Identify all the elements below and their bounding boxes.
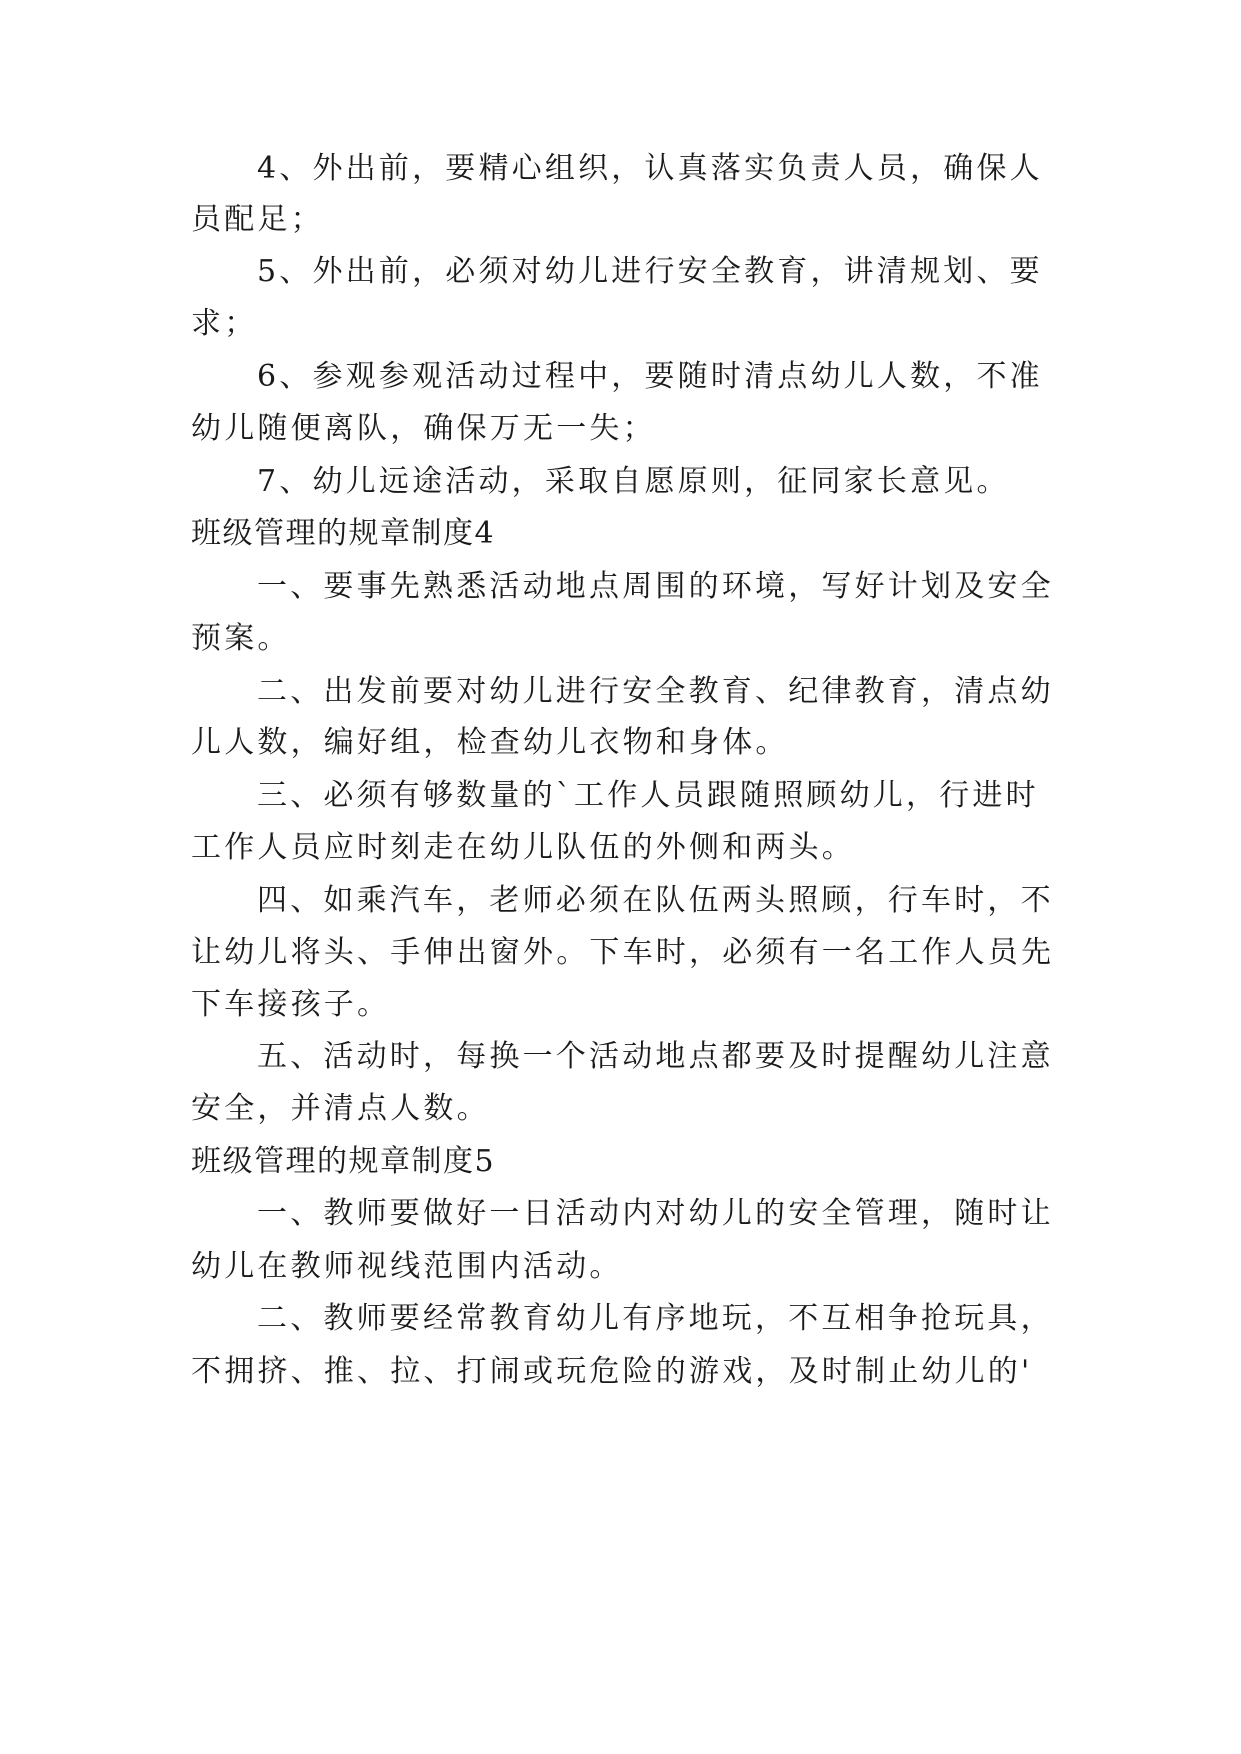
section-heading: 班级管理的规章制度4: [191, 516, 496, 551]
paragraph-line: 安全，并清点人数。: [191, 1091, 490, 1126]
paragraph-line: 三、必须有够数量的`工作人员跟随照顾幼儿，行进时: [257, 778, 1039, 813]
paragraph-line: 二、出发前要对幼儿进行安全教育、纪律教育，清点幼: [257, 674, 1054, 709]
paragraph-line: 一、要事先熟悉活动地点周围的环境，写好计划及安全: [257, 569, 1054, 604]
paragraph-line: 7、幼儿远途活动，采取自愿原则，征同家长意见。: [257, 464, 1010, 499]
paragraph-line: 4、外出前，要精心组织，认真落实负责人员，确保人: [257, 151, 1043, 186]
paragraph-line: 下车接孩子。: [191, 987, 391, 1022]
paragraph-line: 一、教师要做好一日活动内对幼儿的安全管理，随时让: [257, 1196, 1054, 1231]
paragraph-line: 儿人数，编好组，检查幼儿衣物和身体。: [191, 725, 789, 760]
paragraph-line: 6、参观参观活动过程中，要随时清点幼儿人数，不准: [257, 359, 1043, 394]
paragraph-line: 不拥挤、推、拉、打闹或玩危险的游戏，及时制止幼儿的': [191, 1354, 1033, 1389]
paragraph-line: 员配足；: [191, 202, 324, 237]
paragraph-line: 工作人员应时刻走在幼儿队伍的外侧和两头。: [191, 830, 855, 865]
paragraph-line: 求；: [191, 306, 258, 341]
paragraph-line: 二、教师要经常教育幼儿有序地玩，不互相争抢玩具，: [257, 1301, 1054, 1336]
paragraph-line: 让幼儿将头、手伸出窗外。下车时，必须有一名工作人员先: [191, 935, 1055, 970]
section-heading: 班级管理的规章制度5: [191, 1144, 496, 1179]
paragraph-line: 四、如乘汽车，老师必须在队伍两头照顾，行车时，不: [257, 883, 1054, 918]
paragraph-line: 幼儿随便离队，确保万无一失；: [191, 411, 656, 446]
paragraph-line: 幼儿在教师视线范围内活动。: [191, 1249, 623, 1284]
paragraph-line: 五、活动时，每换一个活动地点都要及时提醒幼儿注意: [257, 1039, 1054, 1074]
paragraph-line: 预案。: [191, 621, 291, 656]
paragraph-line: 5、外出前，必须对幼儿进行安全教育，讲清规划、要: [257, 254, 1043, 289]
